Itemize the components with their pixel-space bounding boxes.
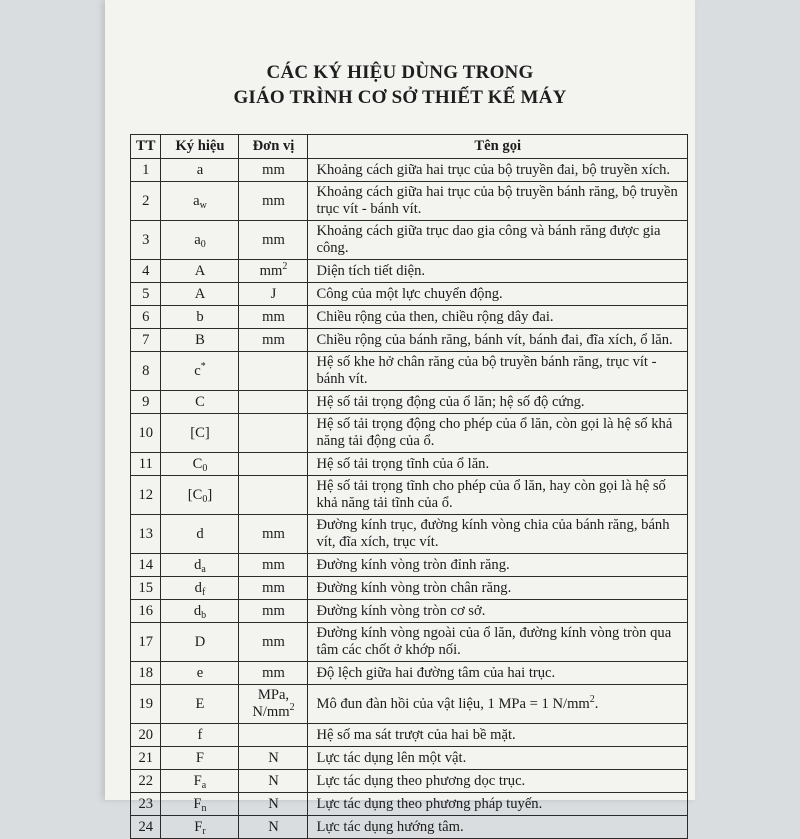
row-number: 16 [131,600,161,623]
row-name [308,577,688,600]
table-row [131,770,688,793]
symbol-subscript: 0 [202,493,208,505]
row-name [308,329,688,352]
name-text: Hệ số ma sát trượt của hai bề mặt. [316,726,516,743]
row-symbol [161,352,239,391]
symbol-text: f [197,726,203,743]
row-unit [239,515,308,554]
name-suffix: . [594,695,599,712]
row-unit [239,182,308,221]
row-name [308,685,688,724]
row-symbol [161,747,239,770]
table-row [131,685,688,724]
row-symbol [161,816,239,839]
row-unit [239,306,308,329]
row-symbol [161,554,239,577]
row-unit [239,352,308,391]
row-symbol [161,182,239,221]
symbol-subscript: a [201,779,207,791]
header-name: Tên gọi [308,135,688,159]
name-text: Độ lệch giữa hai đường tâm của hai trục. [316,664,556,681]
row-unit [239,685,308,724]
table-row [131,352,688,391]
symbol-subscript: 0 [202,462,208,474]
row-number: 21 [131,747,161,770]
unit-text: mm [262,192,285,209]
name-text: Lực tác dụng hướng tâm. [316,818,464,835]
table-header-row [131,135,688,159]
row-symbol [161,476,239,515]
symbol-text: A [194,285,206,302]
table-row [131,182,688,221]
row-unit [239,283,308,306]
row-symbol [161,685,239,724]
symbol-text: B [195,331,205,348]
table-row [131,391,688,414]
row-number: 23 [131,793,161,816]
row-name [308,221,688,260]
row-name [308,554,688,577]
table-row [131,747,688,770]
row-name [308,793,688,816]
row-unit [239,476,308,515]
name-text: Đường kính vòng tròn đỉnh răng. [316,556,510,573]
row-symbol [161,221,239,260]
row-name [308,391,688,414]
name-text: Mô đun đàn hồi của vật liệu, 1 MPa = 1 N/mm [316,695,590,712]
row-name [308,414,688,453]
row-unit [239,391,308,414]
row-name [308,260,688,283]
row-symbol [161,159,239,182]
symbol-text: d [194,579,202,596]
row-number: 1 [131,159,161,182]
row-unit [239,414,308,453]
row-unit [239,662,308,685]
unit-text: mm [262,161,285,178]
symbol-subscript: a [201,563,206,575]
table-row [131,600,688,623]
row-name [308,476,688,515]
unit-text: N [268,818,279,835]
row-name [308,662,688,685]
name-text: Hệ số tải trọng tĩnh cho phép của ổ lăn, hay còn gọi là hệ số khả năng tải tĩnh của ổ. [316,478,666,511]
row-unit [239,221,308,260]
book-page [105,0,695,837]
table-row [131,793,688,816]
symbol-subscript: w [199,199,207,211]
row-name [308,182,688,221]
symbol-text: d [194,556,202,573]
symbol-subscript: n [201,802,207,814]
symbol-text: F [193,772,202,789]
row-name [308,283,688,306]
row-number: 2 [131,182,161,221]
name-text: Lực tác dụng lên một vật. [316,749,467,766]
row-name [308,747,688,770]
row-number: 6 [131,306,161,329]
unit-text: mm [262,556,285,573]
row-number: 24 [131,816,161,839]
name-superscript: 2 [589,693,595,705]
name-text: Khoảng cách giữa trục dao gia công và bánh răng được gia công. [316,223,661,256]
row-number: 12 [131,476,161,515]
row-number: 5 [131,283,161,306]
name-text: Đường kính vòng tròn cơ sở. [316,602,486,619]
row-unit [239,554,308,577]
symbol-text: D [194,633,206,650]
unit-text: MPa, N/mm [252,687,290,720]
symbols-table [130,134,688,839]
unit-text: mm [262,231,285,248]
table-row [131,577,688,600]
row-unit [239,600,308,623]
symbol-text: d [196,525,204,542]
row-name [308,352,688,391]
name-text: Lực tác dụng theo phương dọc trục. [316,772,526,789]
row-number: 18 [131,662,161,685]
name-text: Đường kính vòng tròn chân răng. [316,579,512,596]
symbol-subscript: 0 [200,238,206,250]
row-unit [239,623,308,662]
symbol-subscript: r [202,825,206,837]
table-row [131,221,688,260]
unit-text: N [268,772,279,789]
table-row [131,623,688,662]
row-name [308,159,688,182]
row-unit [239,577,308,600]
unit-text: J [270,285,277,302]
row-symbol [161,515,239,554]
symbol-text: a [194,231,201,248]
row-name [308,515,688,554]
symbol-text: F [193,795,202,812]
unit-text: mm [259,262,283,279]
table-row [131,476,688,515]
table-row [131,662,688,685]
unit-text: mm [262,664,285,681]
table-row [131,306,688,329]
symbol-subscript: b [201,609,207,621]
row-unit [239,747,308,770]
row-unit [239,453,308,476]
name-text: Hệ số tải trọng động của ổ lăn; hệ số độ cứng. [316,393,585,410]
name-text: Khoảng cách giữa hai trục của bộ truyền đai, bộ truyền xích. [316,161,671,178]
symbol-text: a [196,161,204,178]
symbol-text: b [196,308,204,325]
row-symbol [161,453,239,476]
table-row [131,515,688,554]
row-unit [239,816,308,839]
header-tt: TT [131,135,161,159]
symbol-text: e [196,664,204,681]
name-text: Khoảng cách giữa hai trục của bộ truyền bánh răng, bộ truyền trục vít - bánh vít. [316,184,678,217]
table-row [131,283,688,306]
table-row [131,724,688,747]
row-number: 13 [131,515,161,554]
row-number: 14 [131,554,161,577]
row-name [308,306,688,329]
symbol-text: F [194,818,203,835]
row-number: 7 [131,329,161,352]
symbol-text: C [195,393,205,410]
row-name [308,453,688,476]
unit-text: mm [262,525,285,542]
row-number: 17 [131,623,161,662]
table-row [131,159,688,182]
symbol-text: E [195,695,205,712]
row-symbol [161,306,239,329]
row-number: 10 [131,414,161,453]
name-text: Chiều rộng của then, chiều rộng dây đai. [316,308,554,325]
table-row [131,816,688,839]
row-symbol [161,260,239,283]
symbol-subscript: f [201,586,206,598]
row-name [308,724,688,747]
name-text: Công của một lực chuyển động. [316,285,503,302]
table-body [131,159,688,839]
symbol-text: F [195,749,205,766]
name-text: Đường kính trục, đường kính vòng chia của bánh răng, bánh vít, đĩa xích, trục vít. [316,517,670,550]
table-row [131,414,688,453]
row-name [308,623,688,662]
row-number: 15 [131,577,161,600]
row-symbol [161,662,239,685]
row-symbol [161,391,239,414]
symbol-text: [C [187,486,203,503]
name-text: Chiều rộng của bánh răng, bánh vít, bánh đai, đĩa xích, ổ lăn. [316,331,673,348]
row-number: 20 [131,724,161,747]
symbol-text: [C] [190,424,210,441]
row-number: 19 [131,685,161,724]
unit-text: mm [262,308,285,325]
row-symbol [161,283,239,306]
row-symbol [161,329,239,352]
symbol-text: C [192,455,203,472]
row-unit [239,793,308,816]
row-number: 8 [131,352,161,391]
row-number: 3 [131,221,161,260]
symbol-text: c [194,362,201,379]
row-symbol [161,577,239,600]
unit-text: mm [262,331,285,348]
unit-text: mm [262,633,285,650]
name-text: Hệ số khe hở chân răng của bộ truyền bánh răng, trục vít - bánh vít. [316,354,657,387]
symbol-text: a [193,192,200,209]
name-text: Hệ số tải trọng tĩnh của ổ lăn. [316,455,490,472]
row-name [308,600,688,623]
symbol-suffix: ] [207,486,213,503]
name-text: Lực tác dụng theo phương pháp tuyến. [316,795,543,812]
table-row [131,260,688,283]
header-unit: Đơn vị [239,135,308,159]
name-text: Đường kính vòng ngoài của ổ lăn, đường kính vòng tròn qua tâm các chốt ở khớp nối. [316,625,672,658]
symbol-text: A [194,262,206,279]
unit-text: N [268,749,279,766]
unit-text: mm [262,579,285,596]
table-row [131,329,688,352]
row-unit [239,724,308,747]
table-row [131,453,688,476]
row-name [308,816,688,839]
symbol-text: d [193,602,202,619]
name-text: Diện tích tiết diện. [316,262,426,279]
row-number: 22 [131,770,161,793]
row-number: 4 [131,260,161,283]
name-text: Hệ số tải trọng động cho phép của ổ lăn, còn gọi là hệ số khả năng tải động của ổ. [316,416,673,449]
header-symbol: Ký hiệu [161,135,239,159]
row-name [308,770,688,793]
row-symbol [161,770,239,793]
unit-text: N [268,795,279,812]
unit-superscript: 2 [289,702,295,713]
row-symbol [161,600,239,623]
title-line-2: GIÁO TRÌNH CƠ SỞ THIẾT KẾ MÁY [233,87,567,108]
title-line-1: CÁC KÝ HIỆU DÙNG TRONG [266,62,534,83]
row-symbol [161,793,239,816]
unit-text: mm [262,602,285,619]
row-unit [239,260,308,283]
row-symbol [161,724,239,747]
row-unit [239,159,308,182]
unit-superscript: 2 [282,260,288,272]
row-symbol [161,623,239,662]
row-number: 11 [131,453,161,476]
table-row [131,554,688,577]
row-number: 9 [131,391,161,414]
row-unit [239,329,308,352]
row-symbol [161,414,239,453]
row-unit [239,770,308,793]
symbol-superscript: * [200,360,206,372]
